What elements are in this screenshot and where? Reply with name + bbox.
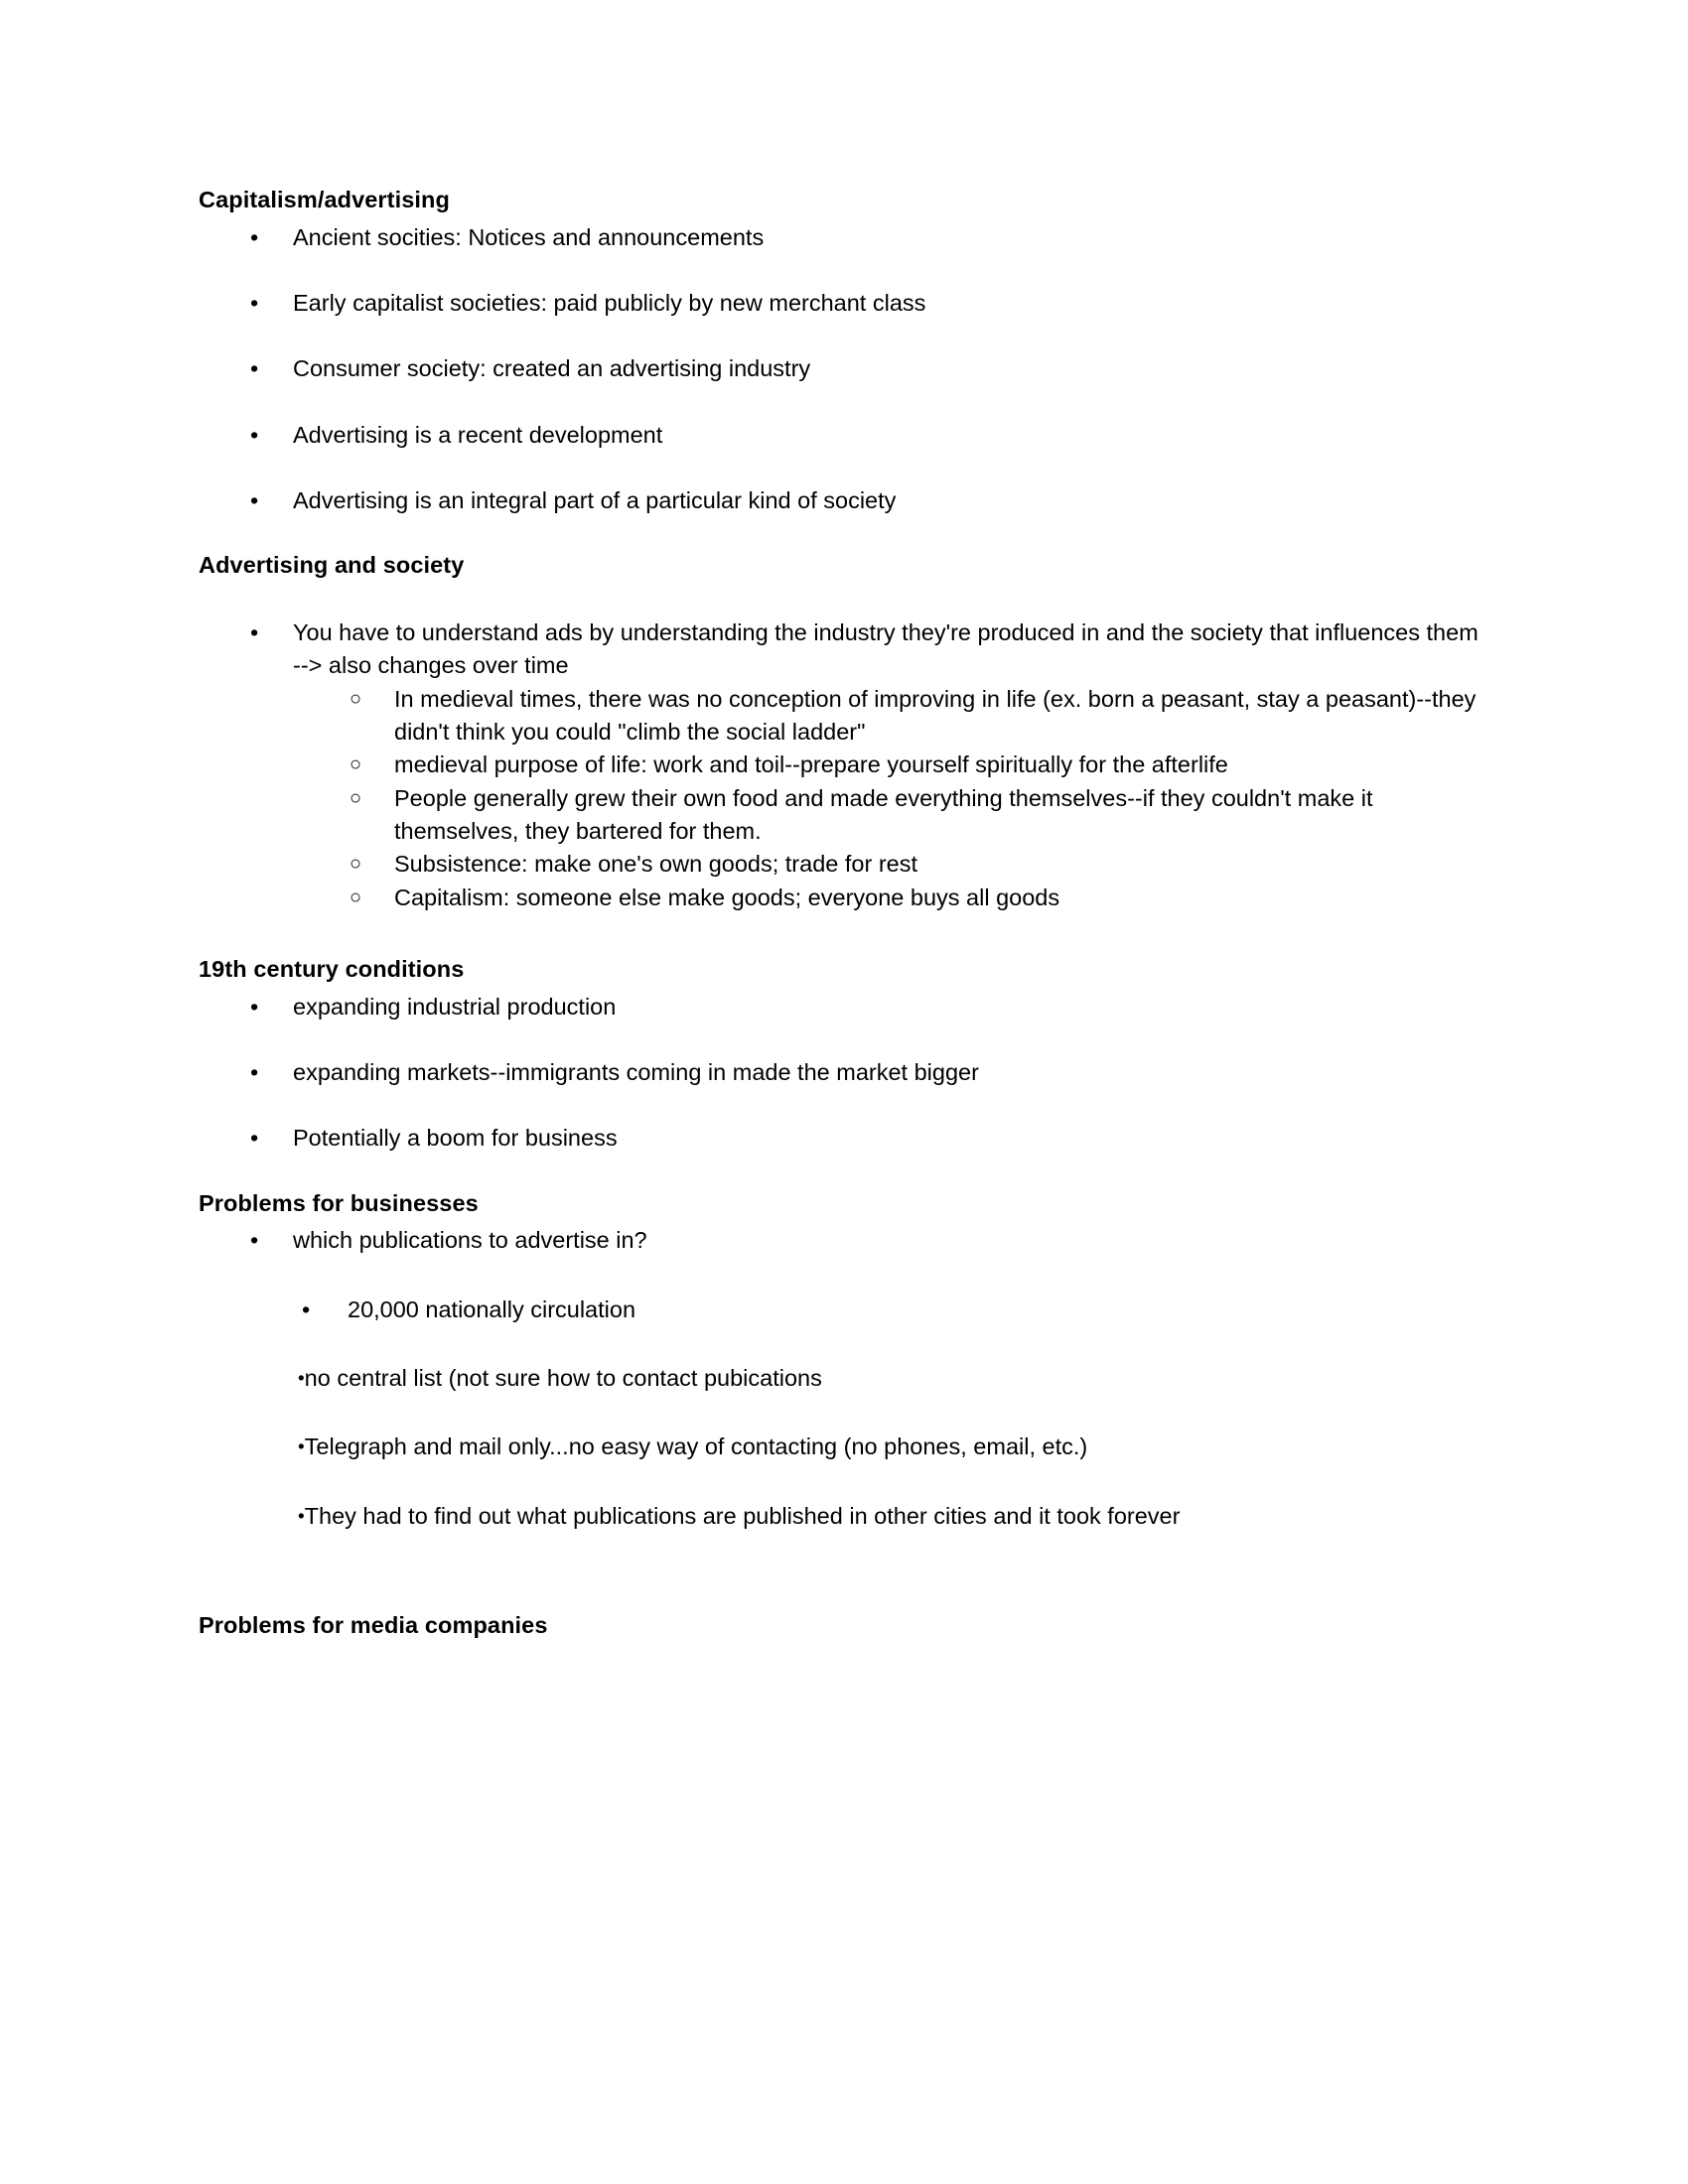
section-advertising-and-society (199, 550, 1489, 914)
heading-capitalism-advertising: Capitalism/advertising (199, 187, 450, 212)
sub-bullet-text: Subsistence: make one's own goods; trade for rest (394, 851, 917, 878)
bullet-disc-icon: • (250, 289, 259, 316)
section-problems-for-media-companies (199, 1610, 1489, 1641)
bullet-disc-icon: • (250, 421, 259, 448)
bullet-item (199, 1056, 1489, 1089)
bullet-text: Ancient socities: Notices and announcements (293, 223, 765, 250)
heading-problems-for-media-companies: Problems for media companies (199, 1612, 548, 1639)
bullet-circle-icon: ○ (350, 753, 362, 776)
heading-problems-for-businesses: Problems for businesses (199, 1189, 479, 1216)
bullet-disc-icon: • (250, 1125, 259, 1152)
bullet-circle-icon: ○ (350, 886, 362, 908)
bullet-disc-icon: • (302, 1296, 311, 1322)
bullet-text: Potentially a boom for business (293, 1125, 618, 1152)
sub-bullet-item (199, 882, 1489, 914)
bullet-item (199, 484, 1489, 517)
bullet-item (199, 1122, 1489, 1155)
bullet-circle-icon: ○ (350, 853, 362, 876)
sub-bullet-item (199, 782, 1489, 849)
inline-bullet-text: no central list (not sure how to contact pubications (304, 1365, 822, 1392)
document-body (199, 185, 1489, 1647)
bullet-item (199, 287, 1489, 320)
heading-19th-century-conditions: 19th century conditions (199, 956, 465, 983)
bullet-circle-icon: ○ (350, 687, 362, 710)
inline-bullet-text: They had to find out what publications are published in other cities and it took forever (304, 1502, 1181, 1529)
section-capitalism-advertising (199, 185, 1489, 517)
bullet-disc-icon: • (250, 618, 259, 645)
section-19th-century-conditions (199, 954, 1489, 1156)
nested-bullet-text: 20,000 nationally circulation (348, 1296, 636, 1322)
bullet-disc-icon: • (250, 486, 259, 513)
bullet-text: which publications to advertise in? (293, 1227, 647, 1254)
bullet-disc-icon: • (250, 223, 259, 250)
bullet-item (199, 352, 1489, 385)
bullet-disc-icon: • (250, 1227, 259, 1254)
bullet-text: Advertising is an integral part of a particular kind of society (293, 486, 897, 513)
bullet-item (199, 616, 1489, 683)
sub-bullet-text: medieval purpose of life: work and toil--prepare yourself spiritually for the afterlife (394, 751, 1228, 778)
inline-bullet-dot-icon: • (298, 1506, 305, 1528)
bullet-item (199, 1224, 1489, 1257)
inline-bullet-dot-icon: • (298, 1368, 305, 1390)
sub-bullet-item (199, 749, 1489, 781)
bullet-item (199, 991, 1489, 1024)
bullet-item (199, 221, 1489, 254)
inline-bullet-text: Telegraph and mail only...no easy way of contacting (no phones, email, etc.) (304, 1433, 1088, 1460)
inline-bullet-dot-icon: • (298, 1436, 305, 1458)
section-problems-for-businesses (199, 1188, 1489, 1533)
sub-bullet-text: People generally grew their own food and made everything themselves--if they couldn't make it themselves, they bartered for them. (394, 784, 1373, 845)
bullet-circle-icon: ○ (350, 786, 362, 809)
heading-advertising-and-society: Advertising and society (199, 552, 465, 579)
sub-bullet-item (199, 683, 1489, 750)
bullet-item (199, 419, 1489, 452)
bullet-text: expanding industrial production (293, 993, 617, 1020)
bullet-text: Early capitalist societies: paid publicly by new merchant class (293, 289, 926, 316)
bullet-text: Advertising is a recent development (293, 421, 663, 448)
inline-bullet-item (199, 1362, 1489, 1395)
nested-bullet-item (199, 1294, 1489, 1326)
bullet-disc-icon: • (250, 1059, 259, 1086)
inline-bullet-item (199, 1431, 1489, 1463)
sub-bullet-text: In medieval times, there was no conception of improving in life (ex. born a peasant, stay a peasant)--they didn't think you could "climb the social ladder" (394, 685, 1477, 745)
bullet-text: You have to understand ads by understanding the industry they're produced in and the society that influences them --> also changes over time (293, 618, 1478, 679)
sub-bullet-item (199, 848, 1489, 881)
inline-bullet-item (199, 1500, 1489, 1533)
bullet-text: Consumer society: created an advertising industry (293, 355, 811, 382)
sub-bullet-text: Capitalism: someone else make goods; everyone buys all goods (394, 884, 1060, 910)
bullet-text: expanding markets--immigrants coming in made the market bigger (293, 1059, 979, 1086)
section-spacer (199, 914, 1489, 954)
bullet-disc-icon: • (250, 355, 259, 382)
bullet-disc-icon: • (250, 993, 259, 1020)
section-spacer (199, 1533, 1489, 1610)
